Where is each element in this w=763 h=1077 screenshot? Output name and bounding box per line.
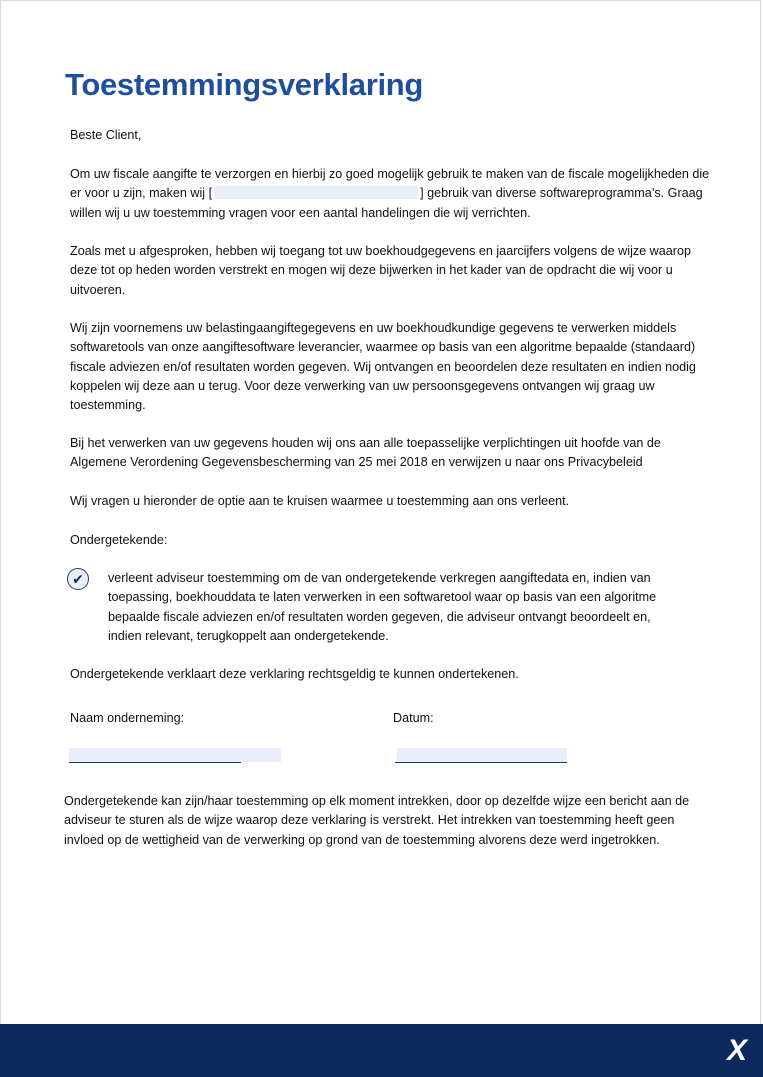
paragraph-intro-b: ] gebruik van diverse softwareprogramma’s. Graag willen wij u uw toestemming vragen voor een aantal handelingen die wij verrichten. — [70, 186, 703, 220]
consent-checkbox[interactable] — [67, 568, 89, 590]
footer-bar — [0, 1024, 763, 1077]
undersigned-label: Ondergetekende: — [70, 533, 168, 547]
consent-option-text: verleent adviseur toestemming om de van ondergetekende verkregen aangiftedata en, indien van toepassing, boekhouddata te laten verwerken in een softwaretool waar op basis van een algoritme bepaalde fiscale adviezen en/of resultaten worden gegeven, die adviseur ontvangt beoordeelt en, indien relevant, terugkoppelt aan ondergetekende. — [108, 571, 657, 643]
paragraph-intro-a: Om uw fiscale aangifte te verzorgen en hierbij zo goed mogelijk gebruik te maken van de fiscale mogelijkheden die er voor u zijn, maken wij [ — [70, 167, 710, 201]
paragraph-intro — [70, 165, 710, 223]
document-title: Toestemmingsverklaring — [65, 67, 424, 102]
company-name-underline — [69, 762, 241, 763]
declaration-text: Ondergetekende verklaart deze verklaring rechtsgeldig te kunnen ondertekenen. — [70, 667, 519, 681]
date-field[interactable] — [397, 748, 567, 762]
x-logo-icon: X — [726, 1034, 747, 1067]
checkmark-icon: ✔ — [72, 571, 84, 587]
date-underline — [395, 762, 567, 763]
paragraph-processing: Wij zijn voornemens uw belastingaangiftegegevens en uw boekhoudkundige gegevens te verwerken middels softwaretools van onze aangiftesoftware leverancier, waarmee op basis van een algoritme bepaalde (standaard) fiscale adviezen en/of resultaten worden gegeven. Wij ontvangen en beoordelen deze resultaten en indien nodig koppelen wij deze aan u terug. Voor deze verwerking van uw persoonsgegevens ontvangen wij graag uw toestemming. — [70, 321, 696, 413]
paragraph-instruction: Wij vragen u hieronder de optie aan te kruisen waarmee u toestemming aan ons verleent. — [70, 494, 570, 508]
company-name-field[interactable] — [69, 748, 281, 762]
salutation: Beste Client, — [70, 128, 142, 142]
paragraph-access: Zoals met u afgesproken, hebben wij toegang tot uw boekhoudgegevens en jaarcijfers volgens de wijze waarop deze tot op heden worden verstrekt en mogen wij deze bijwerken in het kader van de opdracht die wij voor u uitvoeren. — [70, 244, 691, 297]
company-name-label: Naam onderneming: — [70, 711, 185, 725]
paragraph-gdpr: Bij het verwerken van uw gegevens houden wij ons aan alle toepasselijke verplichtingen uit hoofde van de Algemene Verordening Gegevensbescherming van 25 mei 2018 en verwijzen u naar ons Privacybeleid — [70, 436, 661, 470]
withdrawal-text: Ondergetekende kan zijn/haar toestemming op elk moment intrekken, door op dezelfde wijze een bericht aan de adviseur te sturen als de wijze waarop deze verklaring is verstrekt. Het intrekken van toestemming heeft geen invloed op de wettigheid van de verwerking op grond van de toestemming alvorens deze werd ingetrokken. — [64, 794, 690, 847]
firm-name-field[interactable] — [214, 186, 418, 199]
date-label: Datum: — [393, 711, 434, 725]
